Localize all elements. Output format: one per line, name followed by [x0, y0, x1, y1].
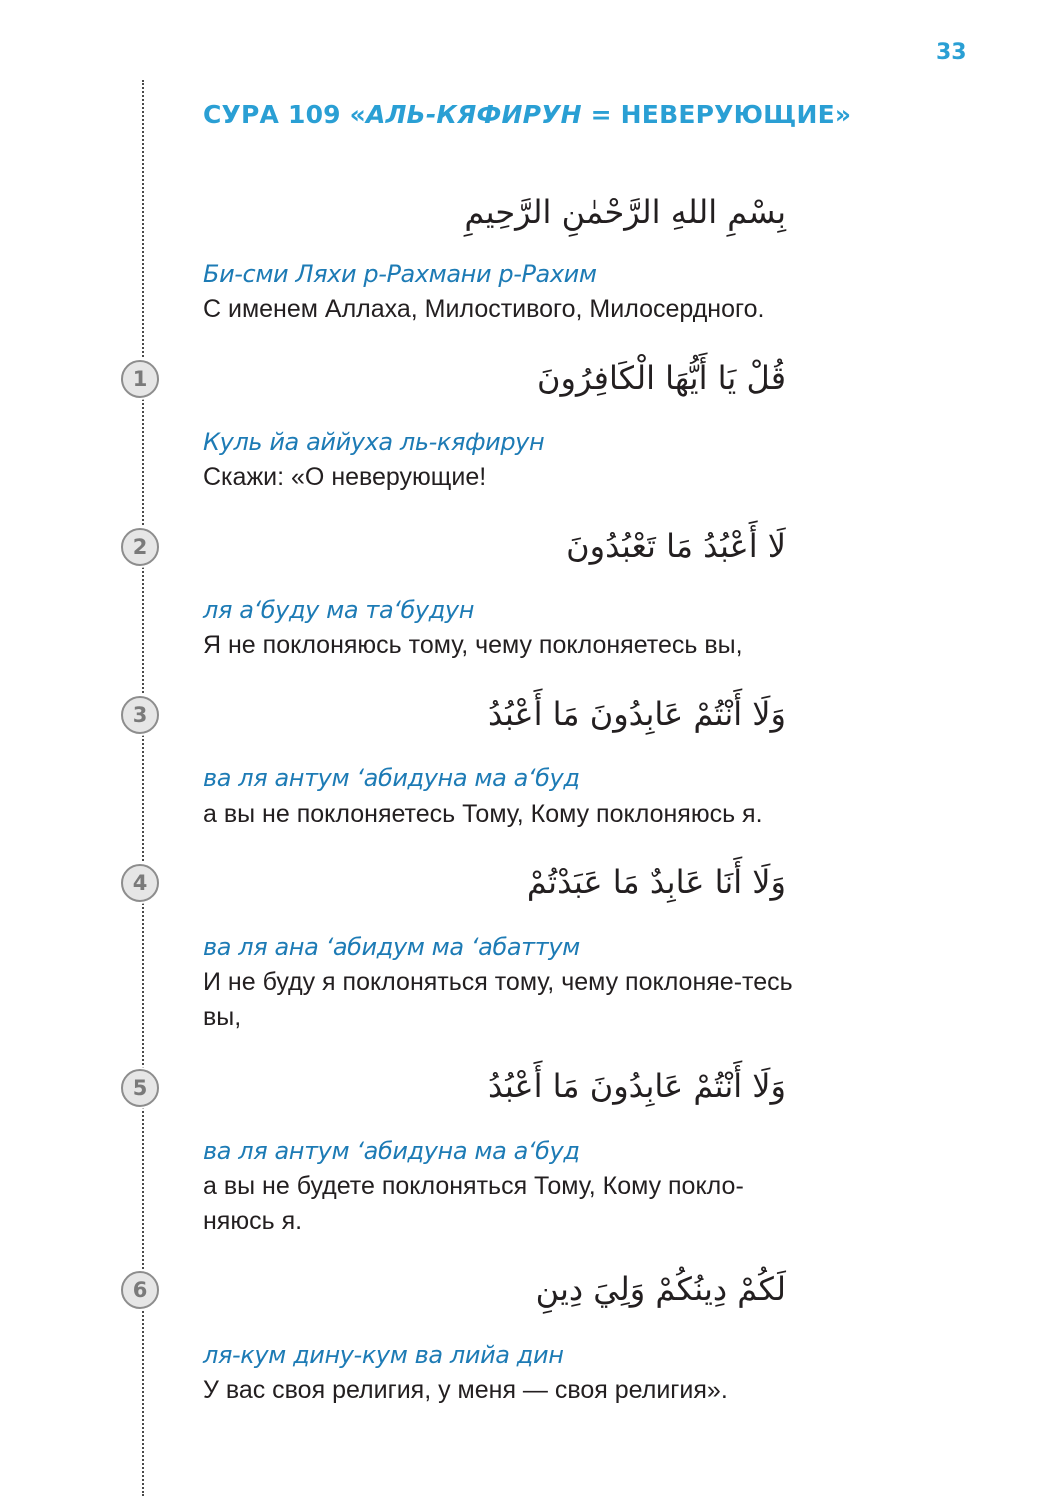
basmala-translation: С именем Аллаха, Милостивого, Милосердного.: [203, 295, 765, 323]
verse-number-badge: 4: [121, 864, 159, 902]
verse-transliteration: ля-кум дину-кум ва лийа дин: [203, 1341, 564, 1369]
verse-transliteration: ва ля ана ‘абидум ма ‘абаттум: [203, 933, 580, 961]
verse-number-badge: 3: [121, 696, 159, 734]
verse-number-badge: 6: [121, 1271, 159, 1309]
verse-translation: У вас своя религия, у меня — своя религия».: [203, 1376, 728, 1404]
verse-transliteration: ва ля антум ‘абидуна ма а‘буд: [203, 1137, 580, 1165]
title-prefix: СУРА 109 «: [203, 100, 367, 129]
verse-translation: Я не поклоняюсь тому, чему поклоняетесь вы,: [203, 631, 743, 659]
verse-arabic: وَلَا أَنَا عَابِدٌ مَا عَبَدْتُمْ: [526, 863, 786, 901]
basmala-transliteration: Би-сми Ляхи р-Рахмани р-Рахим: [203, 260, 597, 288]
title-surah-name: АЛЬ-КЯФИРУН: [366, 100, 582, 129]
verse-arabic: قُلْ يَا أَيُّهَا الْكَافِرُونَ: [537, 359, 786, 397]
surah-title: [203, 100, 851, 129]
verse-transliteration: Куль йа аййуха ль-кяфирун: [203, 428, 545, 456]
verse-transliteration: ва ля антум ‘абидуна ма а‘буд: [203, 764, 580, 792]
verse-arabic: لَكُمْ دِينُكُمْ وَلِيَ دِينِ: [535, 1270, 786, 1308]
title-suffix: = НЕВЕРУЮЩИЕ»: [581, 100, 852, 129]
verse-number-badge: 5: [121, 1069, 159, 1107]
verse-number-badge: 1: [121, 360, 159, 398]
verse-transliteration: ля а‘буду ма та‘будун: [203, 596, 475, 624]
verse-translation: а вы не будете поклоняться Тому, Кому покло-няюсь я.: [203, 1172, 744, 1235]
verse-arabic: لَا أَعْبُدُ مَا تَعْبُدُونَ: [566, 527, 786, 565]
verse-number-badge: 2: [121, 528, 159, 566]
basmala-arabic: بِسْمِ اللهِ الرَّحْمٰنِ الرَّحِيمِ: [464, 193, 786, 231]
verse-arabic: وَلَا أَنْتُمْ عَابِدُونَ مَا أَعْبُدُ: [488, 1067, 786, 1105]
verse-translation: а вы не поклоняетесь Тому, Кому поклоняюсь я.: [203, 800, 763, 828]
page-number: 33: [936, 40, 967, 65]
verse-arabic: وَلَا أَنْتُمْ عَابِدُونَ مَا أَعْبُدُ: [488, 695, 786, 733]
verse-translation: И не буду я поклоняться тому, чему поклоняе-тесь вы,: [203, 968, 793, 1031]
verse-translation: Скажи: «О неверующие!: [203, 463, 487, 491]
